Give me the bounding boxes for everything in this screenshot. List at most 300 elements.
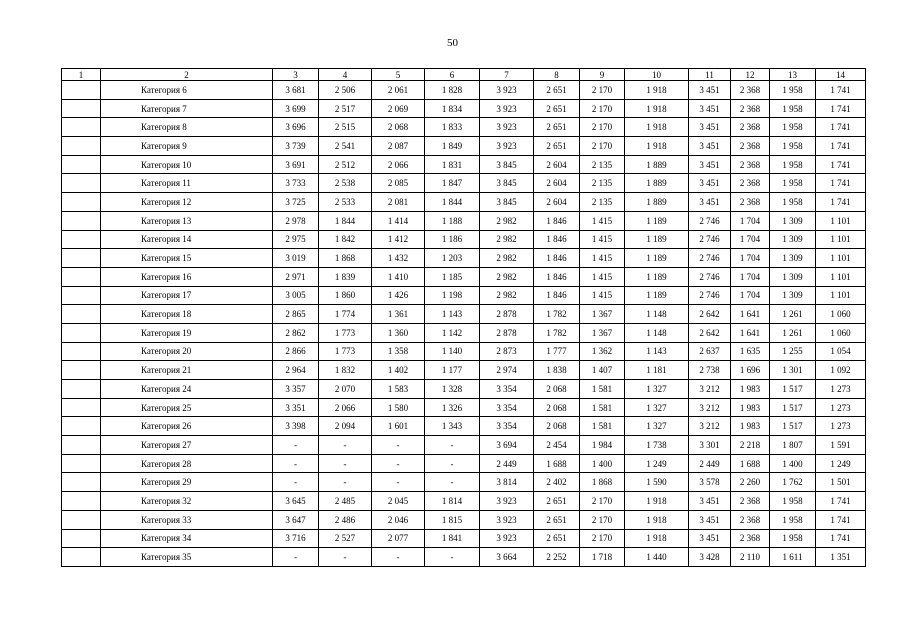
table-row xyxy=(62,323,866,342)
column-number-cell: 2 xyxy=(101,69,273,81)
value-cell: 2 746 xyxy=(689,267,731,286)
category-cell: Категория 16 xyxy=(101,267,273,286)
value-cell: 2 866 xyxy=(273,342,319,361)
value-cell: 2 094 xyxy=(319,417,372,436)
category-cell: Категория 33 xyxy=(101,510,273,529)
value-cell: 3 645 xyxy=(273,492,319,511)
row-number-cell xyxy=(62,323,101,342)
value-cell: 2 486 xyxy=(319,510,372,529)
value-cell: 3 451 xyxy=(689,193,731,212)
value-cell: 1 958 xyxy=(770,118,816,137)
row-number-cell xyxy=(62,286,101,305)
value-cell: 1 704 xyxy=(731,230,770,249)
category-cell: Категория 12 xyxy=(101,193,273,212)
tariff-table xyxy=(61,68,866,567)
row-number-cell xyxy=(62,548,101,567)
value-cell: 1 142 xyxy=(425,323,480,342)
value-cell: 3 451 xyxy=(689,510,731,529)
value-cell: - xyxy=(319,548,372,567)
value-cell: 1 741 xyxy=(816,137,866,156)
value-cell: 1 741 xyxy=(816,529,866,548)
value-cell: 1 831 xyxy=(425,155,480,174)
value-cell: 2 135 xyxy=(580,174,625,193)
value-cell: 2 604 xyxy=(534,174,580,193)
value-cell: 1 101 xyxy=(816,267,866,286)
value-cell: 3 923 xyxy=(480,118,534,137)
row-number-cell xyxy=(62,249,101,268)
column-number-cell: 12 xyxy=(731,69,770,81)
category-cell: Категория 24 xyxy=(101,380,273,399)
value-cell: 1 815 xyxy=(425,510,480,529)
value-cell: 1 773 xyxy=(319,342,372,361)
value-cell: 1 741 xyxy=(816,99,866,118)
value-cell: 2 170 xyxy=(580,492,625,511)
value-cell: 1 889 xyxy=(625,155,689,174)
value-cell: 1 309 xyxy=(770,286,816,305)
column-number-cell: 10 xyxy=(625,69,689,81)
value-cell: 2 252 xyxy=(534,548,580,567)
value-cell: 3 005 xyxy=(273,286,319,305)
value-cell: 2 651 xyxy=(534,510,580,529)
value-cell: 1 101 xyxy=(816,286,866,305)
value-cell: 2 170 xyxy=(580,510,625,529)
value-cell: 2 170 xyxy=(580,99,625,118)
value-cell: 3 398 xyxy=(273,417,319,436)
column-number-cell: 4 xyxy=(319,69,372,81)
row-number-cell xyxy=(62,137,101,156)
row-number-cell xyxy=(62,454,101,473)
value-cell: 1 185 xyxy=(425,267,480,286)
value-cell: - xyxy=(425,473,480,492)
value-cell: 1 828 xyxy=(425,81,480,100)
table-row xyxy=(62,118,866,137)
value-cell: 1 273 xyxy=(816,380,866,399)
row-number-cell xyxy=(62,174,101,193)
value-cell: 1 407 xyxy=(580,361,625,380)
value-cell: - xyxy=(319,473,372,492)
value-cell: 2 135 xyxy=(580,155,625,174)
value-cell: 1 918 xyxy=(625,81,689,100)
row-number-cell xyxy=(62,510,101,529)
row-number-cell xyxy=(62,342,101,361)
value-cell: 2 368 xyxy=(731,155,770,174)
value-cell: 1 741 xyxy=(816,118,866,137)
value-cell: 1 846 xyxy=(534,267,580,286)
table-body xyxy=(62,69,866,567)
value-cell: 1 203 xyxy=(425,249,480,268)
value-cell: 3 578 xyxy=(689,473,731,492)
row-number-cell xyxy=(62,230,101,249)
value-cell: 1 412 xyxy=(372,230,425,249)
value-cell: 1 983 xyxy=(731,417,770,436)
row-number-cell xyxy=(62,193,101,212)
value-cell: 3 451 xyxy=(689,137,731,156)
value-cell: 2 541 xyxy=(319,137,372,156)
value-cell: 1 741 xyxy=(816,193,866,212)
value-cell: - xyxy=(319,454,372,473)
value-cell: 2 746 xyxy=(689,230,731,249)
value-cell: 3 354 xyxy=(480,380,534,399)
value-cell: 1 958 xyxy=(770,193,816,212)
value-cell: 1 918 xyxy=(625,99,689,118)
value-cell: - xyxy=(273,454,319,473)
value-cell: 1 984 xyxy=(580,436,625,455)
value-cell: 3 664 xyxy=(480,548,534,567)
value-cell: 1 189 xyxy=(625,249,689,268)
value-cell: 1 832 xyxy=(319,361,372,380)
value-cell: 3 428 xyxy=(689,548,731,567)
value-cell: 2 642 xyxy=(689,305,731,324)
value-cell: 1 834 xyxy=(425,99,480,118)
value-cell: 1 918 xyxy=(625,118,689,137)
value-cell: 3 451 xyxy=(689,529,731,548)
value-cell: 1 327 xyxy=(625,398,689,417)
value-cell: 1 635 xyxy=(731,342,770,361)
value-cell: 3 716 xyxy=(273,529,319,548)
value-cell: 2 651 xyxy=(534,99,580,118)
value-cell: 2 402 xyxy=(534,473,580,492)
value-cell: 3 733 xyxy=(273,174,319,193)
value-cell: 2 454 xyxy=(534,436,580,455)
value-cell: 2 068 xyxy=(534,417,580,436)
row-number-cell xyxy=(62,118,101,137)
value-cell: 3 739 xyxy=(273,137,319,156)
value-cell: 1 309 xyxy=(770,211,816,230)
value-cell: 2 066 xyxy=(319,398,372,417)
value-cell: 3 681 xyxy=(273,81,319,100)
value-cell: 2 110 xyxy=(731,548,770,567)
value-cell: 2 170 xyxy=(580,529,625,548)
value-cell: 1 101 xyxy=(816,249,866,268)
category-cell: Категория 9 xyxy=(101,137,273,156)
table-row xyxy=(62,81,866,100)
value-cell: 2 368 xyxy=(731,510,770,529)
value-cell: 2 068 xyxy=(534,380,580,399)
column-number-cell: 3 xyxy=(273,69,319,81)
column-number-cell: 11 xyxy=(689,69,731,81)
value-cell: 1 846 xyxy=(534,230,580,249)
value-cell: 1 054 xyxy=(816,342,866,361)
value-cell: - xyxy=(425,548,480,567)
value-cell: 1 958 xyxy=(770,492,816,511)
value-cell: 2 087 xyxy=(372,137,425,156)
value-cell: 1 309 xyxy=(770,267,816,286)
value-cell: 1 255 xyxy=(770,342,816,361)
value-cell: 3 212 xyxy=(689,380,731,399)
value-cell: 1 777 xyxy=(534,342,580,361)
value-cell: 1 958 xyxy=(770,174,816,193)
value-cell: 2 651 xyxy=(534,118,580,137)
value-cell: 2 070 xyxy=(319,380,372,399)
value-cell: 1 402 xyxy=(372,361,425,380)
table-row xyxy=(62,473,866,492)
value-cell: 1 839 xyxy=(319,267,372,286)
column-number-cell: 1 xyxy=(62,69,101,81)
value-cell: 2 642 xyxy=(689,323,731,342)
value-cell: 1 688 xyxy=(731,454,770,473)
value-cell: 2 368 xyxy=(731,99,770,118)
value-cell: 2 512 xyxy=(319,155,372,174)
value-cell: 1 774 xyxy=(319,305,372,324)
value-cell: 1 807 xyxy=(770,436,816,455)
category-cell: Категория 11 xyxy=(101,174,273,193)
value-cell: 1 181 xyxy=(625,361,689,380)
value-cell: 2 506 xyxy=(319,81,372,100)
value-cell: 3 699 xyxy=(273,99,319,118)
value-cell: 1 261 xyxy=(770,323,816,342)
value-cell: 1 590 xyxy=(625,473,689,492)
category-cell: Категория 14 xyxy=(101,230,273,249)
value-cell: 2 982 xyxy=(480,249,534,268)
table-row xyxy=(62,137,866,156)
value-cell: 1 581 xyxy=(580,398,625,417)
value-cell: 1 092 xyxy=(816,361,866,380)
value-cell: 2 170 xyxy=(580,137,625,156)
value-cell: 2 368 xyxy=(731,118,770,137)
table-row xyxy=(62,230,866,249)
value-cell: 2 517 xyxy=(319,99,372,118)
value-cell: 1 188 xyxy=(425,211,480,230)
value-cell: 2 746 xyxy=(689,211,731,230)
value-cell: 1 918 xyxy=(625,137,689,156)
category-cell: Категория 27 xyxy=(101,436,273,455)
value-cell: 1 415 xyxy=(580,230,625,249)
value-cell: 3 647 xyxy=(273,510,319,529)
value-cell: 1 415 xyxy=(580,249,625,268)
value-cell: 2 069 xyxy=(372,99,425,118)
value-cell: 1 326 xyxy=(425,398,480,417)
value-cell: 3 451 xyxy=(689,118,731,137)
value-cell: 2 978 xyxy=(273,211,319,230)
row-number-cell xyxy=(62,99,101,118)
value-cell: 3 694 xyxy=(480,436,534,455)
category-cell: Категория 10 xyxy=(101,155,273,174)
table-row xyxy=(62,417,866,436)
value-cell: 2 061 xyxy=(372,81,425,100)
category-cell: Категория 35 xyxy=(101,548,273,567)
value-cell: 1 400 xyxy=(580,454,625,473)
value-cell: 2 170 xyxy=(580,81,625,100)
value-cell: 1 958 xyxy=(770,137,816,156)
value-cell: 1 198 xyxy=(425,286,480,305)
value-cell: 1 814 xyxy=(425,492,480,511)
value-cell: 3 354 xyxy=(480,398,534,417)
value-cell: 2 170 xyxy=(580,118,625,137)
table-row xyxy=(62,193,866,212)
value-cell: 1 140 xyxy=(425,342,480,361)
value-cell: 1 367 xyxy=(580,305,625,324)
value-cell: 2 982 xyxy=(480,230,534,249)
value-cell: 2 651 xyxy=(534,492,580,511)
value-cell: 1 846 xyxy=(534,286,580,305)
value-cell: 1 410 xyxy=(372,267,425,286)
value-cell: - xyxy=(425,454,480,473)
value-cell: 1 309 xyxy=(770,230,816,249)
value-cell: 1 189 xyxy=(625,286,689,305)
value-cell: 2 045 xyxy=(372,492,425,511)
value-cell: 1 432 xyxy=(372,249,425,268)
value-cell: 1 868 xyxy=(319,249,372,268)
value-cell: 1 060 xyxy=(816,305,866,324)
value-cell: 3 845 xyxy=(480,193,534,212)
value-cell: 3 354 xyxy=(480,417,534,436)
value-cell: 1 889 xyxy=(625,193,689,212)
value-cell: 1 414 xyxy=(372,211,425,230)
value-cell: 1 177 xyxy=(425,361,480,380)
value-cell: 1 741 xyxy=(816,81,866,100)
value-cell: 1 741 xyxy=(816,174,866,193)
category-cell: Категория 28 xyxy=(101,454,273,473)
value-cell: 3 923 xyxy=(480,99,534,118)
value-cell: 1 327 xyxy=(625,380,689,399)
table-row xyxy=(62,305,866,324)
page-number: 50 xyxy=(447,37,458,49)
value-cell: 1 273 xyxy=(816,398,866,417)
value-cell: 3 845 xyxy=(480,174,534,193)
value-cell: 1 611 xyxy=(770,548,816,567)
row-number-cell xyxy=(62,492,101,511)
value-cell: 1 688 xyxy=(534,454,580,473)
value-cell: 1 328 xyxy=(425,380,480,399)
category-cell: Категория 13 xyxy=(101,211,273,230)
value-cell: 3 923 xyxy=(480,492,534,511)
value-cell: 1 782 xyxy=(534,323,580,342)
value-cell: 2 538 xyxy=(319,174,372,193)
value-cell: 1 641 xyxy=(731,305,770,324)
value-cell: 1 591 xyxy=(816,436,866,455)
value-cell: 2 368 xyxy=(731,81,770,100)
value-cell: 2 368 xyxy=(731,529,770,548)
value-cell: 2 746 xyxy=(689,249,731,268)
value-cell: - xyxy=(425,436,480,455)
value-cell: 2 975 xyxy=(273,230,319,249)
value-cell: 1 718 xyxy=(580,548,625,567)
table-row xyxy=(62,436,866,455)
value-cell: 2 651 xyxy=(534,81,580,100)
value-cell: 1 847 xyxy=(425,174,480,193)
value-cell: 2 077 xyxy=(372,529,425,548)
row-number-cell xyxy=(62,473,101,492)
column-number-cell: 7 xyxy=(480,69,534,81)
value-cell: 2 218 xyxy=(731,436,770,455)
value-cell: 1 327 xyxy=(625,417,689,436)
value-cell: 1 841 xyxy=(425,529,480,548)
value-cell: 1 846 xyxy=(534,211,580,230)
table-row xyxy=(62,529,866,548)
row-number-cell xyxy=(62,155,101,174)
value-cell: 3 451 xyxy=(689,155,731,174)
value-cell: 1 143 xyxy=(425,305,480,324)
table-row xyxy=(62,99,866,118)
column-number-cell: 14 xyxy=(816,69,866,81)
value-cell: 1 249 xyxy=(625,454,689,473)
value-cell: 3 451 xyxy=(689,174,731,193)
value-cell: 1 440 xyxy=(625,548,689,567)
value-cell: 1 580 xyxy=(372,398,425,417)
value-cell: 3 019 xyxy=(273,249,319,268)
value-cell: 1 415 xyxy=(580,211,625,230)
value-cell: 3 451 xyxy=(689,81,731,100)
value-cell: 1 517 xyxy=(770,380,816,399)
value-cell: 1 741 xyxy=(816,510,866,529)
value-cell: 1 273 xyxy=(816,417,866,436)
row-number-cell xyxy=(62,398,101,417)
value-cell: 2 485 xyxy=(319,492,372,511)
value-cell: 1 517 xyxy=(770,417,816,436)
row-number-cell xyxy=(62,267,101,286)
value-cell: 2 368 xyxy=(731,137,770,156)
row-number-cell xyxy=(62,305,101,324)
category-cell: Категория 15 xyxy=(101,249,273,268)
value-cell: 2 982 xyxy=(480,211,534,230)
value-cell: 2 974 xyxy=(480,361,534,380)
value-cell: 1 101 xyxy=(816,211,866,230)
value-cell: 2 368 xyxy=(731,193,770,212)
value-cell: 1 842 xyxy=(319,230,372,249)
value-cell: 2 982 xyxy=(480,267,534,286)
value-cell: 1 741 xyxy=(816,155,866,174)
value-cell: 3 923 xyxy=(480,137,534,156)
value-cell: 1 846 xyxy=(534,249,580,268)
value-cell: 1 261 xyxy=(770,305,816,324)
value-cell: 3 814 xyxy=(480,473,534,492)
value-cell: 2 260 xyxy=(731,473,770,492)
value-cell: 1 833 xyxy=(425,118,480,137)
value-cell: 1 889 xyxy=(625,174,689,193)
value-cell: 2 368 xyxy=(731,174,770,193)
value-cell: 2 982 xyxy=(480,286,534,305)
value-cell: 2 862 xyxy=(273,323,319,342)
value-cell: 3 451 xyxy=(689,99,731,118)
value-cell: 3 357 xyxy=(273,380,319,399)
value-cell: - xyxy=(319,436,372,455)
value-cell: 1 581 xyxy=(580,380,625,399)
value-cell: 1 415 xyxy=(580,286,625,305)
value-cell: 3 451 xyxy=(689,492,731,511)
value-cell: 1 189 xyxy=(625,211,689,230)
value-cell: 3 212 xyxy=(689,398,731,417)
value-cell: 1 426 xyxy=(372,286,425,305)
table-row xyxy=(62,249,866,268)
value-cell: 3 691 xyxy=(273,155,319,174)
value-cell: 2 066 xyxy=(372,155,425,174)
table-row xyxy=(62,492,866,511)
value-cell: 3 696 xyxy=(273,118,319,137)
value-cell: - xyxy=(273,548,319,567)
value-cell: 1 367 xyxy=(580,323,625,342)
value-cell: 1 704 xyxy=(731,249,770,268)
value-cell: 1 060 xyxy=(816,323,866,342)
value-cell: 3 725 xyxy=(273,193,319,212)
value-cell: 1 583 xyxy=(372,380,425,399)
value-cell: 2 651 xyxy=(534,137,580,156)
value-cell: 1 838 xyxy=(534,361,580,380)
value-cell: 2 604 xyxy=(534,193,580,212)
row-number-cell xyxy=(62,529,101,548)
value-cell: 1 501 xyxy=(816,473,866,492)
value-cell: 1 641 xyxy=(731,323,770,342)
value-cell: 1 400 xyxy=(770,454,816,473)
value-cell: 1 343 xyxy=(425,417,480,436)
value-cell: 1 101 xyxy=(816,230,866,249)
table-row xyxy=(62,361,866,380)
value-cell: 1 186 xyxy=(425,230,480,249)
value-cell: 1 143 xyxy=(625,342,689,361)
value-cell: 1 849 xyxy=(425,137,480,156)
category-cell: Категория 34 xyxy=(101,529,273,548)
value-cell: 1 983 xyxy=(731,380,770,399)
value-cell: 2 746 xyxy=(689,286,731,305)
